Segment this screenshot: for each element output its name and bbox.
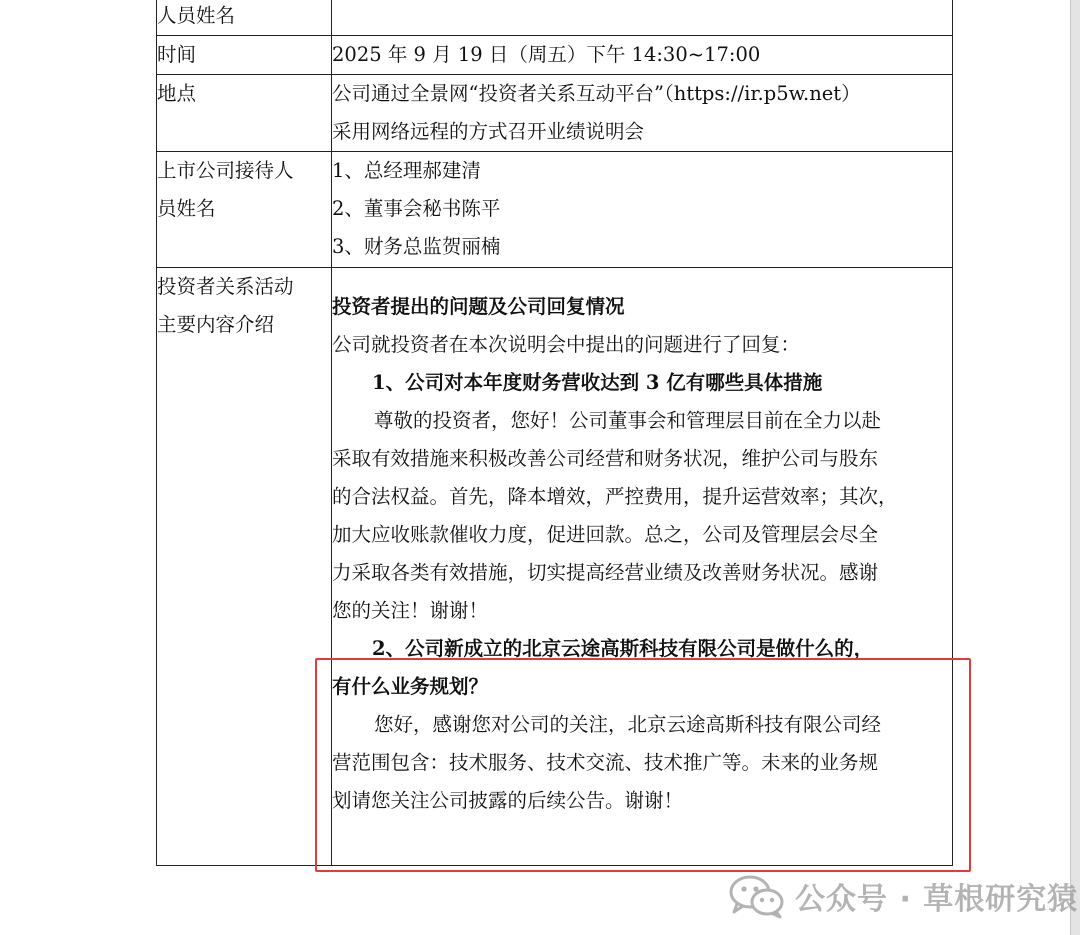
wechat-icon (727, 873, 787, 919)
intro-text: 公司就投资者在本次说明会中提出的问题进行了回复： (332, 333, 801, 356)
label-name: 人员姓名 (157, 0, 332, 36)
question-1: 1、公司对本年度财务营收达到 3 亿有哪些具体措施 (372, 371, 823, 394)
label-place: 地点 (157, 75, 332, 152)
label-activity: 投资者关系活动 主要内容介绍 (157, 268, 332, 866)
answer-2-line: 营范围包含：技术服务、技术交流、技术推广等。未来的业务规 (332, 751, 879, 774)
place-line: 采用网络远程的方式召开业绩说明会 (332, 120, 645, 143)
answer-1-line: 采取有效措施来积极改善公司经营和财务状况，维护公司与股东 (332, 447, 879, 470)
section-heading: 投资者提出的问题及公司回复情况 (332, 295, 625, 318)
label-staff: 上市公司接待人 员姓名 (157, 152, 332, 268)
watermark (727, 868, 1078, 924)
question-2: 2、公司新成立的北京云途高斯科技有限公司是做什么的， (372, 637, 874, 660)
place-line: 公司通过全景网“投资者关系互动平台”（https://ir.p5w.net） (332, 82, 861, 105)
value-staff (332, 152, 953, 268)
page-edge-shadow (1070, 0, 1080, 935)
answer-2-line: 划请您关注公司披露的后续公告。谢谢！ (332, 789, 684, 812)
question-2-cont: 有什么业务规划？ (332, 675, 489, 698)
answer-1-line: 力采取各类有效措施，切实提高经营业绩及改善财务状况。感谢 (332, 561, 879, 584)
staff-item: 1、总经理郝建清 (332, 159, 481, 182)
table-row (157, 75, 953, 152)
table-row (157, 36, 953, 75)
table-row (157, 152, 953, 268)
answer-1-line: 加大应收账款催收力度，促进回款。总之，公司及管理层会尽全 (332, 523, 879, 546)
value-place (332, 75, 953, 152)
answer-1-line: 的合法权益。首先，降本增效，严控费用，提升运营效率；其次， (332, 485, 898, 508)
highlight-box (315, 658, 971, 872)
answer-1-line: 尊敬的投资者，您好！公司董事会和管理层目前在全力以赴 (374, 409, 882, 432)
answer-2-line: 您好，感谢您对公司的关注，北京云途高斯科技有限公司经 (374, 713, 882, 736)
answer-1-line: 您的关注！谢谢！ (332, 599, 489, 622)
label-time: 时间 (157, 36, 332, 75)
staff-item: 3、财务总监贺丽楠 (332, 235, 501, 258)
value-name (332, 0, 953, 36)
value-time: 2025 年 9 月 19 日（周五）下午 14:30~17:00 (332, 36, 953, 75)
watermark-text: 公众号 · 草根研究猿 (795, 882, 1079, 917)
table-row (157, 0, 953, 36)
staff-item: 2、董事会秘书陈平 (332, 197, 501, 220)
